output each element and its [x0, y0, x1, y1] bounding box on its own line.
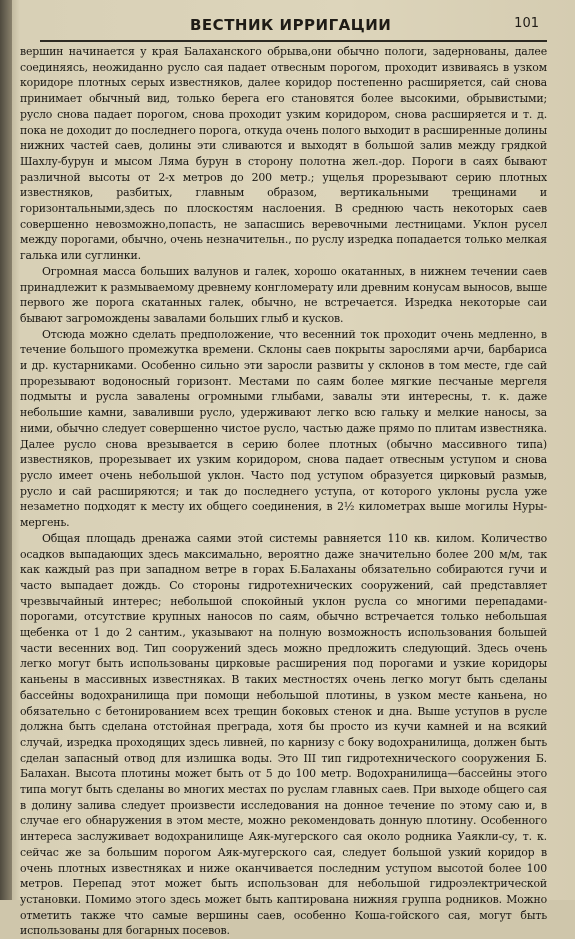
page-number: 101 — [514, 16, 539, 31]
paragraph-1: вершин начинается у края Балаханского обрыва,они обычно пологи, задернованы, далее соединяясь, неожиданно русло сая падает отвесным порогом, проходит извиваясь в узком коридоре плотных серых известняков, далее коридор постепенно расширяется, сай снова принимает обычный вид, только берега его становятся более высокими, обрывистыми; русло снова падает порогом, снова проходит узким коридором, снова расширяется и т. д. пока не доходит до последнего порога, откуда очень полого выходит в расширенные долины нижних частей саев, долины эти сливаются и выходят в большой залив между грядкой Шахлу-бурун и мысом Ляма бурун в сторону полотна жел.-дор. Пороги в саях бывают различной высоты от 2-х метров до 200 метр.; ущелья прорезывают серию плотных известняков, разбитых, главным образом, вертикальными трещинами и горизонтальными,здесь по плоскостям наслоения. В среднюю часть некоторых саев совершенно невозможно,попасть, не запасшись веревочными лестницами. Уклон русел между порогами, обычно, очень незначительн., по руслу изредка попадается только мелкая галька или суглинки. — [20, 45, 547, 263]
journal-title: ВЕСТНИК ИРРИГАЦИИ — [190, 16, 392, 34]
paragraph-4: Общая площадь дренажа саями этой системы равняется 110 кв. килом. Количество осадков выпадающих здесь максимально, вероятно даже значительно более 200 м/м, так как каждый раз при западном ветре в горах Б.Балаханы обязательно собираются гучи и часто выпадает дождь. Со стороны гидротехнических сооружений, сай представляет чрезвычайный интерес; небольшой спокойный уклон русла со многими перепадами-порогами, отсутствие крупных наносов по саям, обычно встречается только небольшая щебенка от 1 до 2 сантим., указывают на полную возможность использования большей части весенних вод. Тип сооружений здесь можно предложить следующий. Здесь очень легко могут быть использованы цирковые расширения под порогами и узкие коридоры каньены в массивных известняках. В таких местностях очень легко могут быть сделаны бассейны водохранилища при помощи небольшой плотины, в узком месте каньена, но обязательно с бетонированием всех трещин боковых стенок и дна. Выше уступов в русле должна быть сделана отстойная преграда, хотя бы просто из кучи камней и на всякий случай, изредка проходящих здесь ливней, по карнизу с боку водохранилища, должен быть сделан запасный отвод для излишка воды. Это III тип гидротехнического сооружения Б. Балахан. Высота плотины может быть от 5 до 100 метр. Водохранилища—бассейны этого типа могут быть сделаны во многих местах по руслам главных саев. При выходе общего сая в долину залива следует произвести исследования на донное течение по этому саю и, в случае его обнаружения в этом месте, можно рекомендовать донную плотину. Особенного интереса заслуживает водохранилище Аяк-мугерского сая около родника Уаякли-су, т. к. сейчас же за большим порогом Аяк-мугерского сая, следует большой узкий коридор в очень плотных известняках и ниже оканчивается последним уступом высотой более 100 метров. Перепад этот может быть использован для небольшой гидроэлектрической установки. Помимо этого здесь может быть каптирована нижняя группа родников. Можно отметить также что самые вершины саев, особенно Коша-гойского сая, могут быть использованы для богарных посевов. — [20, 531, 547, 938]
article-body — [20, 44, 547, 938]
binding-gutter — [0, 0, 12, 900]
paragraph-3: Отсюда можно сделать предположение, что весенний ток проходит очень медленно, в течение большого промежутка времени. Склоны саев покрыты зарослями арчи, барбариса и др. кустарниками. Особенно сильно эти заросли развиты у склонов в том месте, где сай прорезывают водоносный горизонт. Местами по саям более мягкие песчаные мергеля подмыты и русла завалены огромными глыбами, завалы эти интересны, т. к. даже небольшие камни, заваливши русло, удерживают легко всю гальку и мелкие наносы, за ними, обычно следует совершенно чистое русло, частью даже прямо по плитам известняка. Далее русло снова врезывается в серию более плотных (обычно массивного типа) известняков, прорезывает их узким коридором, снова падает отвесным уступом и снова русло имеет очень небольшой уклон. Часто под уступом образуется цирковый размыв, русло и сай расширяются; и так до последнего уступа, от которого уклоны русла уже незаметно подходят к месту их общего соединения, в 2½ километрах выше могилы Нуры-мергень. — [20, 327, 547, 530]
page-header — [40, 10, 547, 42]
paragraph-2: Огромная масса больших валунов и галек, хорошо окатанных, в нижнем течении саев принадлежит к размываемому древнему конгломерату или древним конусам выносов, выше первого же порога скатанных галек, обычно, не встречается. Изредка некоторые саи бывают загромождены завалами больших глыб и кусков. — [20, 264, 547, 325]
